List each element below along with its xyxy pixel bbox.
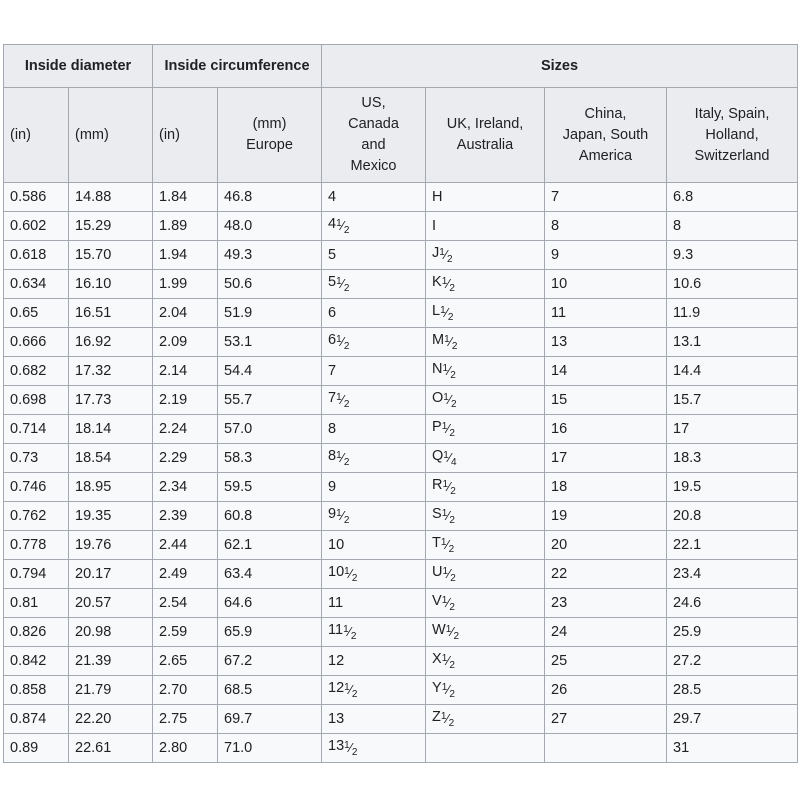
cell-china-japan-south-america: 16 [545, 415, 667, 444]
cell-circumference-in: 2.44 [153, 531, 218, 560]
subheader-diameter-mm: (mm) [69, 88, 153, 183]
cell-circumference-mm-europe: 67.2 [218, 647, 322, 676]
table-row [4, 647, 798, 676]
cell-diameter-in: 0.778 [4, 531, 69, 560]
cell-us-canada-mexico: 8 [322, 415, 426, 444]
subheader-circumference-in: (in) [153, 88, 218, 183]
cell-circumference-in: 2.19 [153, 386, 218, 415]
cell-italy-spain-holland-switzerland: 13.1 [667, 328, 798, 357]
cell-us-canada-mexico: $7^1⁄_2$ [322, 386, 426, 415]
cell-circumference-mm-europe: 58.3 [218, 444, 322, 473]
cell-uk-ireland-australia: $R^1⁄_2$ [426, 473, 545, 502]
cell-diameter-in: 0.682 [4, 357, 69, 386]
cell-italy-spain-holland-switzerland: 28.5 [667, 676, 798, 705]
cell-diameter-mm: 19.35 [69, 502, 153, 531]
cell-circumference-in: 2.04 [153, 299, 218, 328]
cell-circumference-mm-europe: 65.9 [218, 618, 322, 647]
cell-circumference-mm-europe: 64.6 [218, 589, 322, 618]
header-row [4, 45, 798, 88]
cell-uk-ireland-australia: $T^1⁄_2$ [426, 531, 545, 560]
cell-circumference-in: 2.09 [153, 328, 218, 357]
table-row [4, 270, 798, 299]
cell-diameter-mm: 22.61 [69, 734, 153, 763]
table-row [4, 415, 798, 444]
cell-uk-ireland-australia: $O^1⁄_2$ [426, 386, 545, 415]
cell-italy-spain-holland-switzerland: 18.3 [667, 444, 798, 473]
cell-circumference-in: 2.59 [153, 618, 218, 647]
cell-china-japan-south-america: 24 [545, 618, 667, 647]
table-row [4, 705, 798, 734]
cell-uk-ireland-australia: $P^1⁄_2$ [426, 415, 545, 444]
cell-italy-spain-holland-switzerland: 8 [667, 212, 798, 241]
cell-italy-spain-holland-switzerland: 17 [667, 415, 798, 444]
cell-circumference-in: 2.39 [153, 502, 218, 531]
cell-diameter-mm: 15.70 [69, 241, 153, 270]
cell-diameter-in: 0.586 [4, 183, 69, 212]
cell-circumference-in: 2.75 [153, 705, 218, 734]
cell-circumference-in: 1.99 [153, 270, 218, 299]
cell-diameter-in: 0.842 [4, 647, 69, 676]
cell-diameter-in: 0.65 [4, 299, 69, 328]
cell-uk-ireland-australia: $L^1⁄_2$ [426, 299, 545, 328]
cell-circumference-mm-europe: 62.1 [218, 531, 322, 560]
table-row [4, 734, 798, 763]
cell-china-japan-south-america [545, 734, 667, 763]
cell-uk-ireland-australia: $J^1⁄_2$ [426, 241, 545, 270]
table-row [4, 473, 798, 502]
cell-china-japan-south-america: 18 [545, 473, 667, 502]
subheader-row [4, 88, 798, 183]
cell-us-canada-mexico: $11^1⁄_2$ [322, 618, 426, 647]
cell-italy-spain-holland-switzerland: 24.6 [667, 589, 798, 618]
cell-italy-spain-holland-switzerland: 31 [667, 734, 798, 763]
subheader-china-japan-south-america: China, Japan, South America [545, 88, 667, 183]
cell-circumference-in: 1.89 [153, 212, 218, 241]
cell-circumference-mm-europe: 71.0 [218, 734, 322, 763]
cell-china-japan-south-america: 26 [545, 676, 667, 705]
cell-china-japan-south-america: 13 [545, 328, 667, 357]
cell-us-canada-mexico: 4 [322, 183, 426, 212]
cell-uk-ireland-australia: $V^1⁄_2$ [426, 589, 545, 618]
cell-circumference-in: 2.65 [153, 647, 218, 676]
cell-diameter-mm: 15.29 [69, 212, 153, 241]
table-row [4, 386, 798, 415]
header-inside-diameter: Inside diameter [4, 45, 153, 88]
cell-diameter-mm: 19.76 [69, 531, 153, 560]
cell-diameter-mm: 18.54 [69, 444, 153, 473]
cell-china-japan-south-america: 14 [545, 357, 667, 386]
cell-diameter-mm: 21.79 [69, 676, 153, 705]
cell-us-canada-mexico: 10 [322, 531, 426, 560]
cell-circumference-mm-europe: 68.5 [218, 676, 322, 705]
cell-circumference-mm-europe: 59.5 [218, 473, 322, 502]
header-inside-circumference: Inside circumference [153, 45, 322, 88]
table-row [4, 241, 798, 270]
cell-italy-spain-holland-switzerland: 25.9 [667, 618, 798, 647]
table-row [4, 618, 798, 647]
cell-circumference-in: 2.29 [153, 444, 218, 473]
table-row [4, 502, 798, 531]
cell-italy-spain-holland-switzerland: 14.4 [667, 357, 798, 386]
cell-uk-ireland-australia: H [426, 183, 545, 212]
subheader-italy-spain-holland-switzerland: Italy, Spain, Holland, Switzerland [667, 88, 798, 183]
cell-diameter-in: 0.762 [4, 502, 69, 531]
cell-china-japan-south-america: 10 [545, 270, 667, 299]
cell-diameter-mm: 22.20 [69, 705, 153, 734]
cell-china-japan-south-america: 8 [545, 212, 667, 241]
cell-diameter-in: 0.89 [4, 734, 69, 763]
cell-diameter-in: 0.602 [4, 212, 69, 241]
cell-us-canada-mexico: $13^1⁄_2$ [322, 734, 426, 763]
cell-china-japan-south-america: 22 [545, 560, 667, 589]
cell-china-japan-south-america: 20 [545, 531, 667, 560]
cell-italy-spain-holland-switzerland: 29.7 [667, 705, 798, 734]
cell-diameter-mm: 20.17 [69, 560, 153, 589]
cell-us-canada-mexico: 6 [322, 299, 426, 328]
cell-us-canada-mexico: 12 [322, 647, 426, 676]
subheader-diameter-in: (in) [4, 88, 69, 183]
cell-italy-spain-holland-switzerland: 22.1 [667, 531, 798, 560]
cell-circumference-mm-europe: 53.1 [218, 328, 322, 357]
cell-diameter-in: 0.73 [4, 444, 69, 473]
cell-circumference-mm-europe: 57.0 [218, 415, 322, 444]
cell-uk-ireland-australia: $X^1⁄_2$ [426, 647, 545, 676]
cell-china-japan-south-america: 19 [545, 502, 667, 531]
cell-uk-ireland-australia: $N^1⁄_2$ [426, 357, 545, 386]
cell-uk-ireland-australia: $W^1⁄_2$ [426, 618, 545, 647]
cell-us-canada-mexico: 5 [322, 241, 426, 270]
cell-circumference-mm-europe: 49.3 [218, 241, 322, 270]
cell-us-canada-mexico: $10^1⁄_2$ [322, 560, 426, 589]
table-row [4, 357, 798, 386]
cell-italy-spain-holland-switzerland: 9.3 [667, 241, 798, 270]
cell-diameter-in: 0.714 [4, 415, 69, 444]
cell-us-canada-mexico: $9^1⁄_2$ [322, 502, 426, 531]
cell-diameter-mm: 16.10 [69, 270, 153, 299]
cell-diameter-mm: 18.14 [69, 415, 153, 444]
table-row [4, 560, 798, 589]
table-row [4, 589, 798, 618]
cell-diameter-mm: 16.51 [69, 299, 153, 328]
subheader-circumference-mm-europe: (mm) Europe [218, 88, 322, 183]
cell-diameter-in: 0.81 [4, 589, 69, 618]
cell-uk-ireland-australia: $Q^1⁄_4$ [426, 444, 545, 473]
cell-us-canada-mexico: 7 [322, 357, 426, 386]
cell-circumference-mm-europe: 51.9 [218, 299, 322, 328]
cell-italy-spain-holland-switzerland: 11.9 [667, 299, 798, 328]
cell-diameter-in: 0.634 [4, 270, 69, 299]
cell-diameter-mm: 17.73 [69, 386, 153, 415]
table-row [4, 212, 798, 241]
cell-circumference-in: 2.24 [153, 415, 218, 444]
cell-us-canada-mexico: $12^1⁄_2$ [322, 676, 426, 705]
cell-circumference-mm-europe: 60.8 [218, 502, 322, 531]
cell-us-canada-mexico: $6^1⁄_2$ [322, 328, 426, 357]
cell-china-japan-south-america: 23 [545, 589, 667, 618]
cell-diameter-in: 0.874 [4, 705, 69, 734]
cell-circumference-in: 1.84 [153, 183, 218, 212]
cell-diameter-mm: 18.95 [69, 473, 153, 502]
cell-circumference-mm-europe: 48.0 [218, 212, 322, 241]
cell-china-japan-south-america: 17 [545, 444, 667, 473]
header-sizes: Sizes [322, 45, 798, 88]
cell-circumference-mm-europe: 63.4 [218, 560, 322, 589]
cell-italy-spain-holland-switzerland: 20.8 [667, 502, 798, 531]
cell-diameter-mm: 17.32 [69, 357, 153, 386]
table-row [4, 299, 798, 328]
cell-uk-ireland-australia [426, 734, 545, 763]
cell-diameter-mm: 20.57 [69, 589, 153, 618]
cell-italy-spain-holland-switzerland: 15.7 [667, 386, 798, 415]
cell-italy-spain-holland-switzerland: 27.2 [667, 647, 798, 676]
cell-us-canada-mexico: $4^1⁄_2$ [322, 212, 426, 241]
cell-uk-ireland-australia: $K^1⁄_2$ [426, 270, 545, 299]
cell-diameter-in: 0.794 [4, 560, 69, 589]
cell-italy-spain-holland-switzerland: 19.5 [667, 473, 798, 502]
cell-diameter-in: 0.618 [4, 241, 69, 270]
cell-uk-ireland-australia: $Z^1⁄_2$ [426, 705, 545, 734]
cell-us-canada-mexico: 9 [322, 473, 426, 502]
cell-italy-spain-holland-switzerland: 23.4 [667, 560, 798, 589]
cell-circumference-in: 2.34 [153, 473, 218, 502]
cell-circumference-in: 2.54 [153, 589, 218, 618]
cell-diameter-in: 0.826 [4, 618, 69, 647]
cell-uk-ireland-australia: $S^1⁄_2$ [426, 502, 545, 531]
cell-circumference-mm-europe: 54.4 [218, 357, 322, 386]
cell-circumference-mm-europe: 55.7 [218, 386, 322, 415]
cell-uk-ireland-australia: I [426, 212, 545, 241]
cell-circumference-in: 1.94 [153, 241, 218, 270]
ring-size-table [3, 44, 798, 763]
table-body [4, 183, 798, 763]
subheader-us-canada-mexico: US, Canada and Mexico [322, 88, 426, 183]
cell-circumference-in: 2.14 [153, 357, 218, 386]
cell-diameter-mm: 16.92 [69, 328, 153, 357]
cell-china-japan-south-america: 25 [545, 647, 667, 676]
table-row [4, 328, 798, 357]
table-row [4, 676, 798, 705]
cell-diameter-mm: 20.98 [69, 618, 153, 647]
cell-circumference-mm-europe: 46.8 [218, 183, 322, 212]
table-row [4, 531, 798, 560]
cell-china-japan-south-america: 9 [545, 241, 667, 270]
cell-italy-spain-holland-switzerland: 10.6 [667, 270, 798, 299]
cell-diameter-mm: 21.39 [69, 647, 153, 676]
cell-circumference-in: 2.70 [153, 676, 218, 705]
cell-us-canada-mexico: 11 [322, 589, 426, 618]
cell-circumference-mm-europe: 50.6 [218, 270, 322, 299]
cell-china-japan-south-america: 7 [545, 183, 667, 212]
cell-diameter-in: 0.698 [4, 386, 69, 415]
cell-china-japan-south-america: 11 [545, 299, 667, 328]
cell-us-canada-mexico: $5^1⁄_2$ [322, 270, 426, 299]
cell-circumference-in: 2.80 [153, 734, 218, 763]
cell-uk-ireland-australia: $Y^1⁄_2$ [426, 676, 545, 705]
subheader-uk-ireland-australia: UK, Ireland, Australia [426, 88, 545, 183]
cell-diameter-in: 0.746 [4, 473, 69, 502]
cell-us-canada-mexico: $8^1⁄_2$ [322, 444, 426, 473]
cell-circumference-in: 2.49 [153, 560, 218, 589]
cell-diameter-mm: 14.88 [69, 183, 153, 212]
cell-uk-ireland-australia: $U^1⁄_2$ [426, 560, 545, 589]
cell-china-japan-south-america: 15 [545, 386, 667, 415]
cell-italy-spain-holland-switzerland: 6.8 [667, 183, 798, 212]
cell-us-canada-mexico: 13 [322, 705, 426, 734]
cell-circumference-mm-europe: 69.7 [218, 705, 322, 734]
cell-diameter-in: 0.858 [4, 676, 69, 705]
cell-diameter-in: 0.666 [4, 328, 69, 357]
table-row [4, 444, 798, 473]
table-row [4, 183, 798, 212]
cell-china-japan-south-america: 27 [545, 705, 667, 734]
cell-uk-ireland-australia: $M^1⁄_2$ [426, 328, 545, 357]
